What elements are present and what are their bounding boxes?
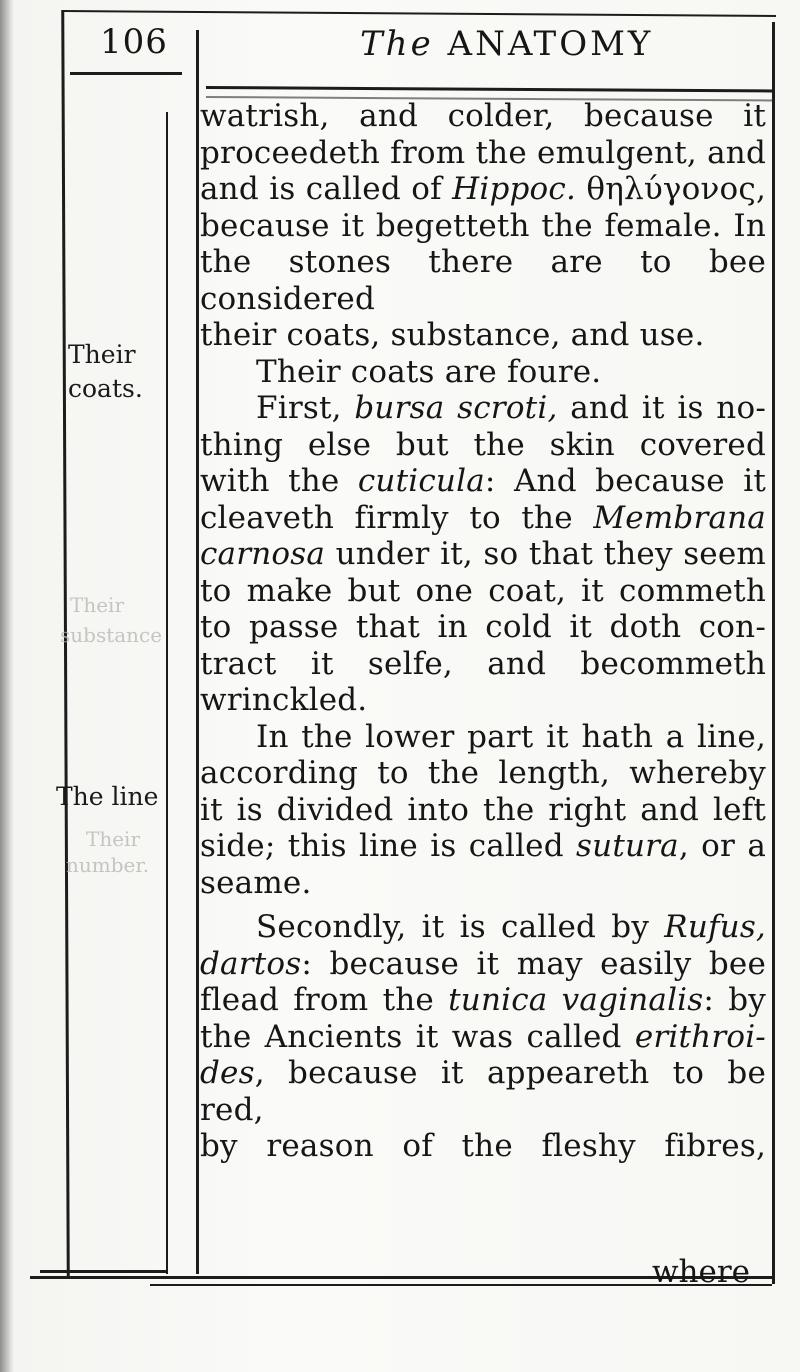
- text-line: their coats, substance, and use.: [200, 317, 705, 353]
- text-line: des, because it appeareth to be red,: [200, 1055, 766, 1128]
- running-head-title: ANATOMY: [447, 24, 654, 64]
- text-line: because it begetteth the female. In: [200, 207, 766, 244]
- page-number: 106: [100, 22, 168, 62]
- text-line: tract it selfe, and becommeth: [200, 645, 766, 682]
- text-line: to make but one coat, it commeth: [200, 572, 766, 609]
- frame-rule-top: [64, 10, 776, 17]
- bleed-through-text: number.: [66, 853, 150, 877]
- text-line: by reason of the fleshy fibres,: [200, 1128, 766, 1164]
- text-line: it is divided into the right and left: [200, 791, 766, 828]
- header-rule-left: [70, 72, 182, 75]
- text-line: In the lower part it hath a line,: [256, 718, 766, 755]
- margin-note-their-coats: Their coats.: [68, 340, 143, 403]
- text-line: flead from the tunica vaginalis: by: [200, 982, 767, 1018]
- text-line: cleaveth firmly to the Membrana: [200, 499, 766, 536]
- text-line: the Ancients it was called erithroi-: [200, 1018, 766, 1055]
- page-edge-shadow: [0, 0, 14, 1372]
- bleed-through-text: Their: [70, 593, 125, 617]
- text-line: proceedeth from the emulgent, and: [200, 134, 766, 171]
- text-line: thing else but the skin covered: [200, 426, 766, 463]
- text-line: carnosa under it, so that they seem: [200, 536, 766, 572]
- body-text: [200, 98, 766, 1165]
- text-line: dartos: because it may easily bee: [200, 945, 766, 982]
- margin-rule-bottom: [40, 1270, 168, 1273]
- text-line: to passe that in cold it doth con-: [200, 609, 766, 645]
- text-line: wrinckled.: [200, 682, 368, 718]
- catchword: where: [651, 1254, 750, 1290]
- text-line: the stones there are to bee considered: [200, 244, 766, 317]
- text-line: according to the length, whereby: [200, 755, 766, 791]
- text-line: First, bursa scroti, and it is no-: [256, 390, 766, 426]
- header-rule-right: [206, 86, 772, 92]
- bleed-through-text: substance: [60, 623, 163, 647]
- running-head-the: The: [360, 24, 434, 64]
- text-line: seame.: [200, 864, 312, 901]
- text-line: Their coats are foure.: [256, 353, 602, 390]
- text-line: side; this line is called sutura, or a: [200, 828, 767, 864]
- text-line: Secondly, it is called by Rufus,: [256, 909, 766, 945]
- frame-rule-right: [772, 22, 775, 1284]
- frame-rule-column: [196, 30, 199, 1274]
- frame-rule-margin: [166, 112, 168, 1274]
- margin-note-the-line: The line: [56, 782, 159, 811]
- text-line: watrish, and colder, because it: [200, 98, 766, 134]
- text-line: with the cuticula: And because it: [200, 463, 767, 499]
- running-head: [360, 24, 653, 64]
- text-line: and is called of Hippoc. θηλύγονος,: [200, 171, 767, 207]
- bleed-through-text: Their: [86, 827, 141, 851]
